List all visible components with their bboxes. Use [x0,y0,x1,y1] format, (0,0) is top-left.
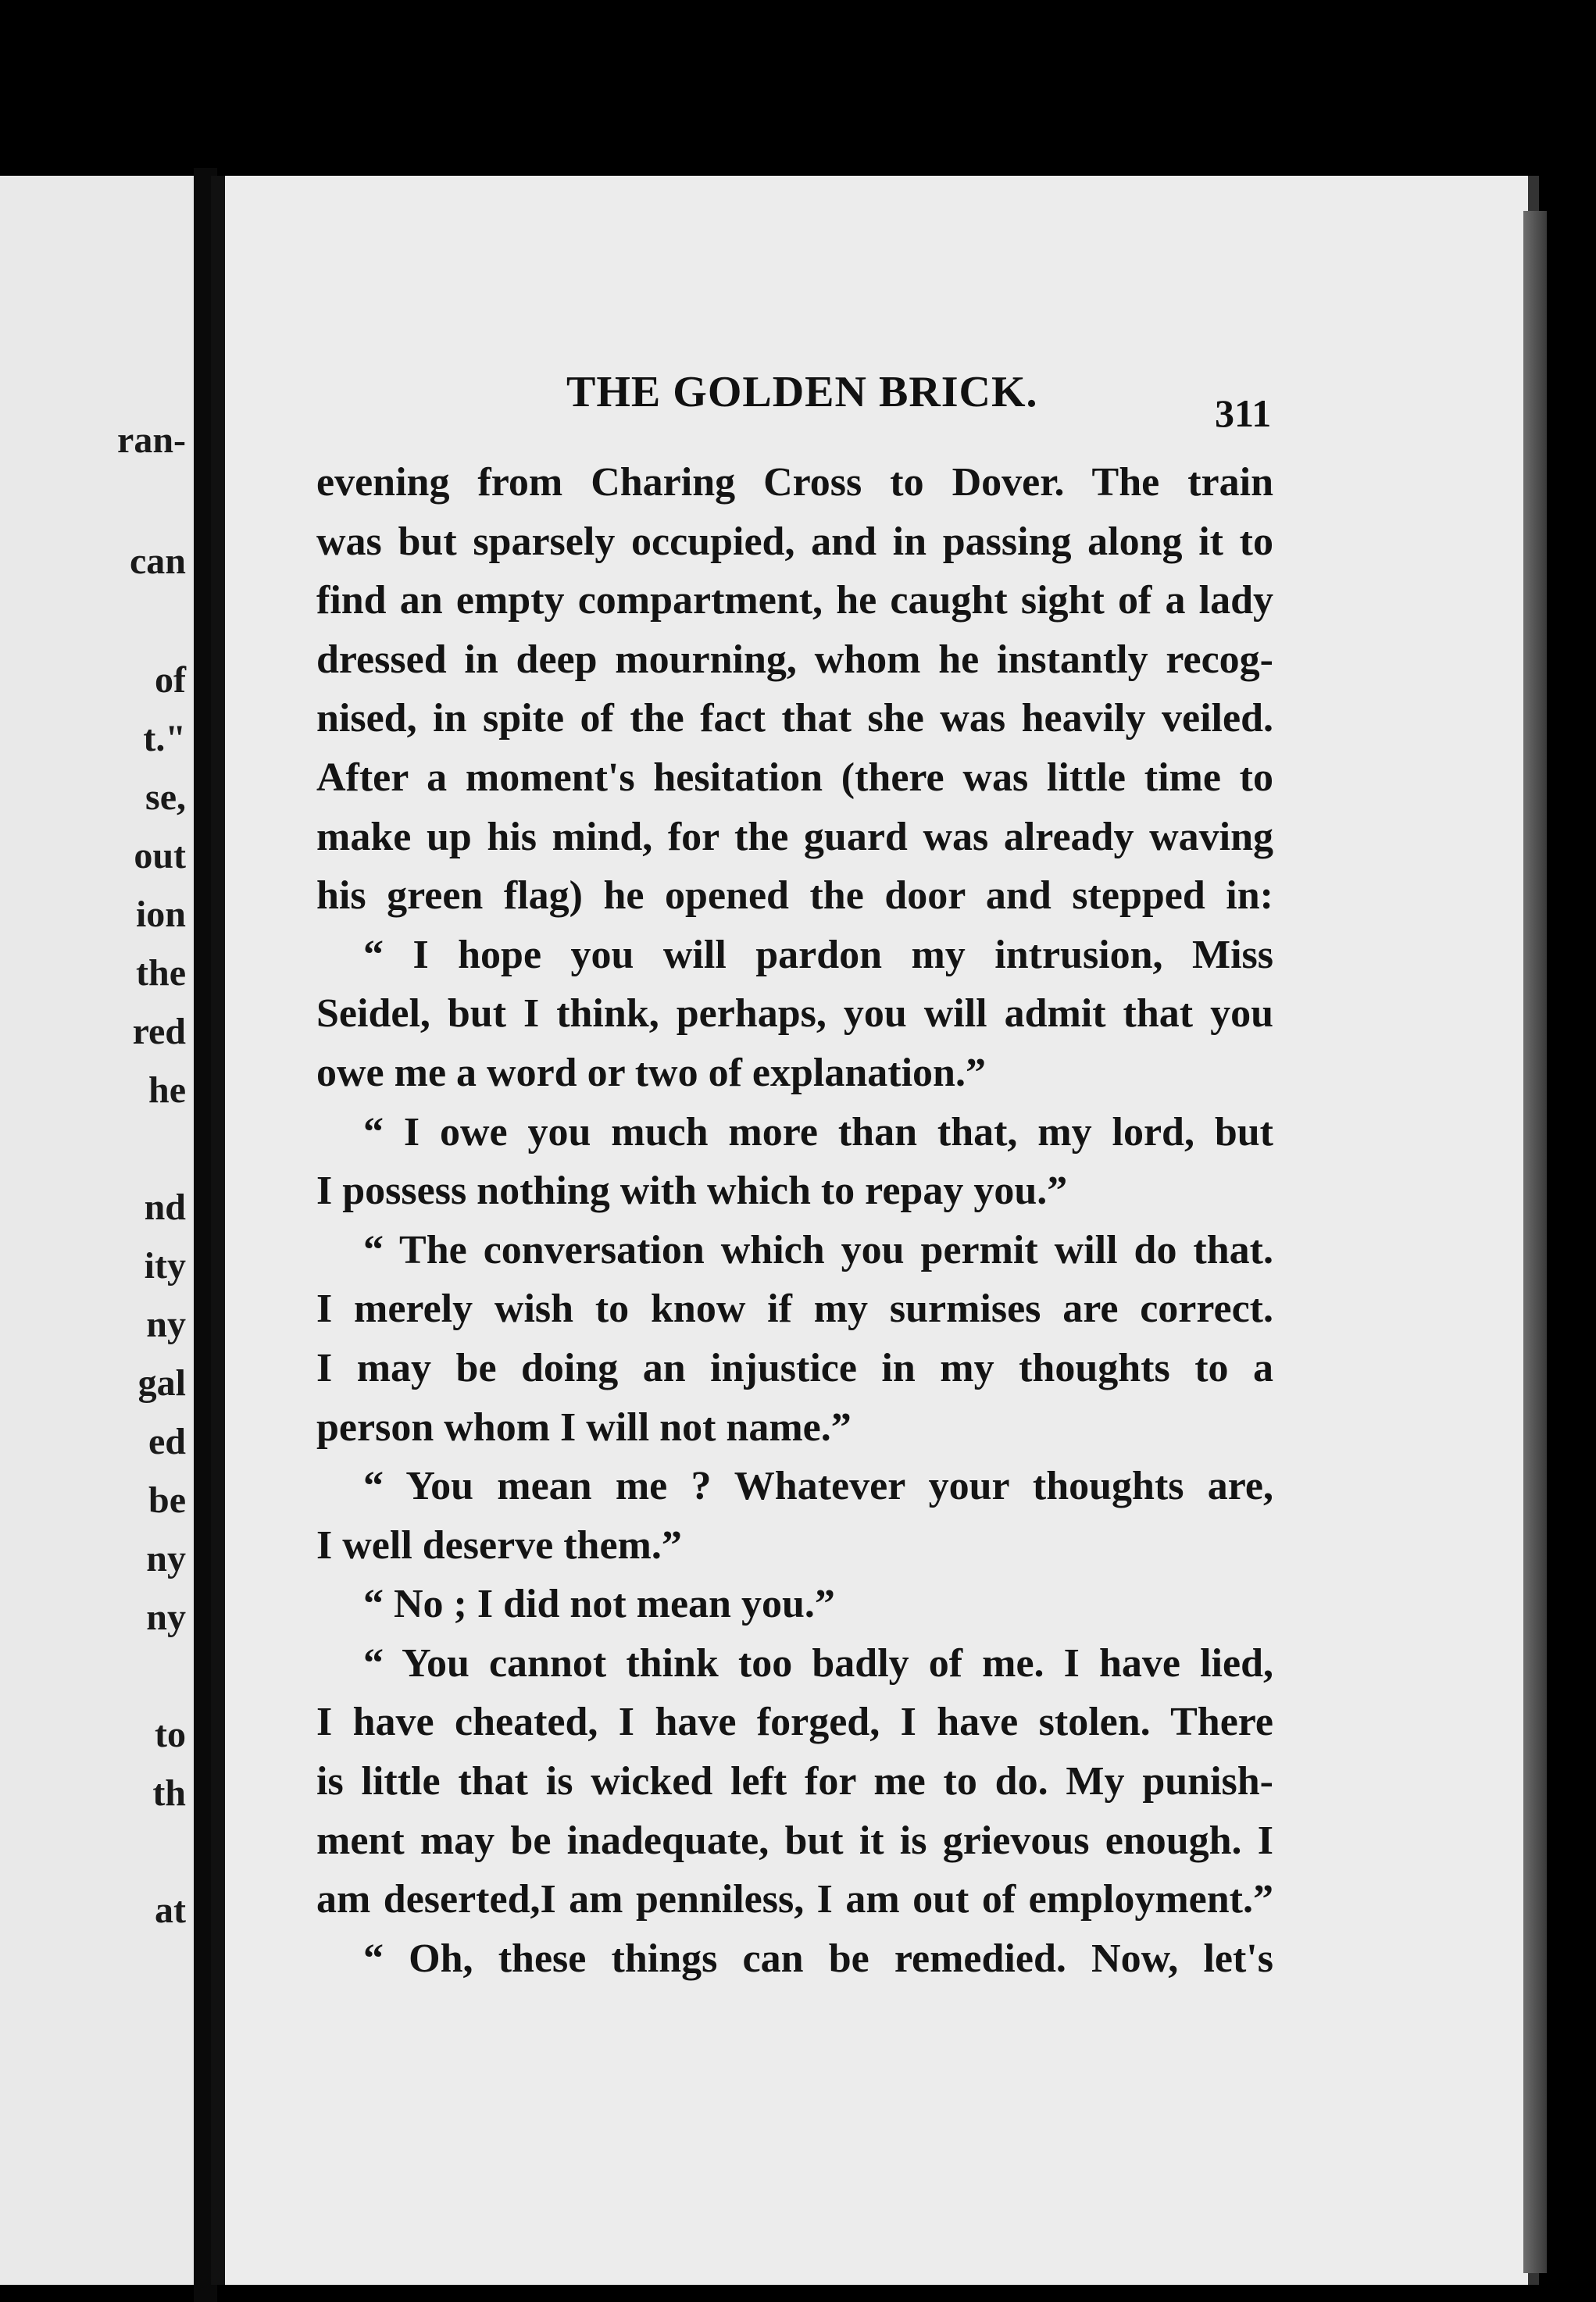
text-line: “ No ; I did not mean you.” [363,1582,835,1627]
text-line: person whom I will not name.” [316,1404,852,1450]
left-fragment: gal [137,1362,186,1404]
text-line: ment may be inadequate, but it is grievous enough. I [316,1818,1273,1863]
text-line: “ I hope you will pardon my intrusion, Miss [363,932,1273,977]
running-head-title: THE GOLDEN BRICK. [566,368,1038,416]
left-fragment: t." [143,718,186,759]
left-fragment: ity [144,1245,186,1287]
text-line: make up his mind, for the guard was already waving [316,814,1273,859]
text-line: his green flag) he opened the door and stepped in: [316,873,1273,919]
text-line: “ You mean me ? Whatever your thoughts are, [363,1464,1273,1509]
text-line: Seidel, but I think, perhaps, you will admit that you [316,991,1273,1037]
left-page [0,176,194,2285]
text-line: “ You cannot think too badly of me. I have lied, [363,1640,1273,1686]
text-line: I have cheated, I have forged, I have stolen. There [316,1700,1273,1745]
left-fragment: ran- [117,419,186,461]
left-fragment: th [152,1772,186,1814]
left-fragment: to [155,1714,186,1755]
left-fragment: ny [146,1597,186,1638]
page-number: 311 [1215,391,1272,435]
left-fragment: ion [135,894,186,935]
left-fragment: se, [145,776,186,818]
left-fragment: ny [146,1538,186,1579]
text-line: “ I owe you much more than that, my lord, but [363,1109,1273,1155]
left-fragment: he [148,1069,186,1111]
left-fragment: ed [148,1421,186,1462]
left-fragment: of [155,659,186,701]
page-edge [1523,211,1547,2273]
text-line: am deserted,I am penniless, I am out of employment.” [316,1877,1273,1922]
left-fragment: can [130,541,186,582]
left-fragment: ny [146,1304,186,1345]
left-fragment: out [134,835,186,876]
text-line: evening from Charing Cross to Dover. The train [316,460,1273,505]
text-line: was but sparsely occupied, and in passing along it to [316,519,1273,564]
text-line: I may be doing an injustice in my thoughts to a [316,1345,1273,1390]
left-fragment: nd [144,1187,186,1228]
left-fragment: at [155,1890,186,1931]
left-fragment: the [136,952,186,994]
text-line: I possess nothing with which to repay you.” [316,1169,1068,1214]
text-line: I merely wish to know if my surmises are correct. [316,1287,1273,1332]
text-line: is little that is wicked left for me to do. My punish- [316,1759,1273,1804]
text-line: “ The conversation which you permit will do that. [363,1227,1273,1272]
body-text [316,453,1273,1988]
running-head [566,367,1348,435]
text-line: dressed in deep mourning, whom he instantly recog- [316,637,1273,682]
text-line: nised, in spite of the fact that she was heavily veiled. [316,696,1273,741]
text-line: “ Oh, these things can be remedied. Now, let's [363,1936,1273,1981]
text-line: find an empty compartment, he caught sight of a lady [316,578,1273,623]
left-fragment: red [132,1011,186,1052]
text-line: owe me a word or two of explanation.” [316,1050,986,1095]
left-fragment: be [148,1479,186,1521]
text-line: I well deserve them.” [316,1522,682,1568]
text-line: After a moment's hesitation (there was little time to [316,755,1273,800]
